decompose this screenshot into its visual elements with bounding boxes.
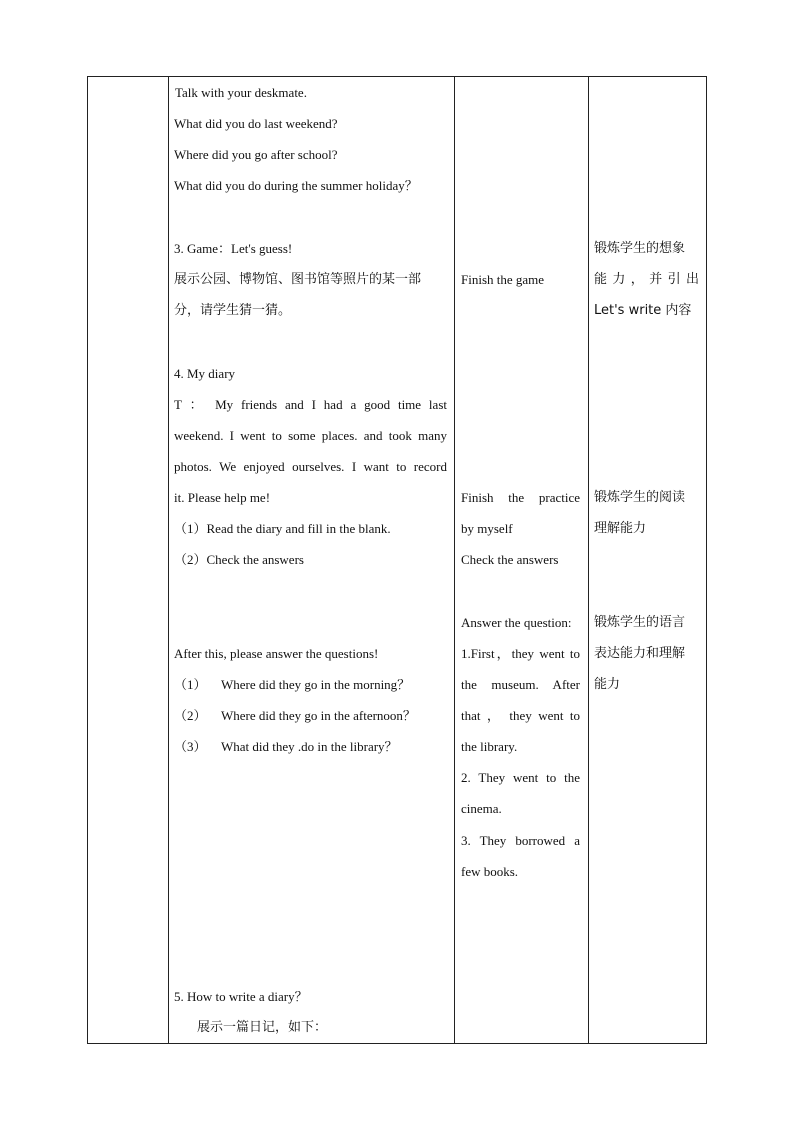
finish-practice-line-2: by myself <box>461 521 513 536</box>
purpose-3-line-1: 锻炼学生的语言 <box>594 615 686 630</box>
diary-step-1: （1）Read the diary and fill in the blank. <box>174 521 391 536</box>
check-answers: Check the answers <box>461 552 559 567</box>
column-divider-3 <box>588 77 589 1043</box>
answer-label: Answer the question: <box>461 615 572 630</box>
answer-3-line-1: 3. They borrowed a <box>461 833 580 848</box>
purpose-1-line-3: Let's write 内容 <box>594 303 692 318</box>
question-3: What did they .do in the library？ <box>221 739 398 754</box>
answer-1-line-1: 1.First，they went to <box>461 646 580 661</box>
talk-intro: Talk with your deskmate. <box>175 85 307 100</box>
question-1-number: （1） <box>174 677 207 692</box>
purpose-1-line-1: 锻炼学生的想象 <box>594 241 686 256</box>
game-description-line-2: 分，请学生猜一猜。 <box>174 303 292 318</box>
answer-3-line-2: few books. <box>461 864 519 879</box>
question-summer-holiday: What did you do during the summer holiday？ <box>174 178 418 193</box>
answer-1-line-3: that ， they went to <box>461 708 580 723</box>
column-divider-2 <box>454 77 455 1043</box>
finish-game: Finish the game <box>461 272 545 287</box>
purpose-1-line-2: 能 力 ， 并 引 出 <box>594 272 699 287</box>
purpose-3-line-2: 表达能力和理解 <box>594 646 686 661</box>
howto-description: 展示一篇日记，如下： <box>197 1020 328 1035</box>
answer-1-line-4: the library. <box>461 739 518 754</box>
diary-teacher-line-3: photos. We enjoyed ourselves. I want to record <box>174 459 447 474</box>
question-2: Where did they go in the afternoon？ <box>221 708 416 723</box>
answer-1-line-2: the museum. After <box>461 677 580 692</box>
diary-teacher-line-1: T ： My friends and I had a good time last <box>174 397 447 412</box>
answer-2-line-1: 2. They went to the <box>461 770 580 785</box>
purpose-2-line-2: 理解能力 <box>594 521 647 536</box>
question-2-number: （2） <box>174 708 207 723</box>
column-divider-1 <box>168 77 169 1043</box>
howto-title: 5. How to write a diary？ <box>174 989 308 1004</box>
purpose-2-line-1: 锻炼学生的阅读 <box>594 490 686 505</box>
answer-2-line-2: cinema. <box>461 801 502 816</box>
finish-practice-line-1: Finish the practice <box>461 490 580 505</box>
question-1: Where did they go in the morning？ <box>221 677 411 692</box>
question-after-school: Where did you go after school? <box>174 147 338 162</box>
diary-title: 4. My diary <box>174 366 236 381</box>
purpose-3-line-3: 能力 <box>594 677 621 692</box>
diary-teacher-line-2: weekend. I went to some places. and took many <box>174 428 447 443</box>
diary-step-2: （2）Check the answers <box>174 552 304 567</box>
game-description-line-1: 展示公园、博物馆、图书馆等照片的某一部 <box>174 272 422 287</box>
after-this-instruction: After this, please answer the questions! <box>174 646 379 661</box>
game-title: 3. Game：Let's guess! <box>174 241 293 256</box>
diary-teacher-line-4: it. Please help me! <box>174 490 271 505</box>
question-last-weekend: What did you do last weekend? <box>174 116 338 131</box>
question-3-number: （3） <box>174 739 207 754</box>
